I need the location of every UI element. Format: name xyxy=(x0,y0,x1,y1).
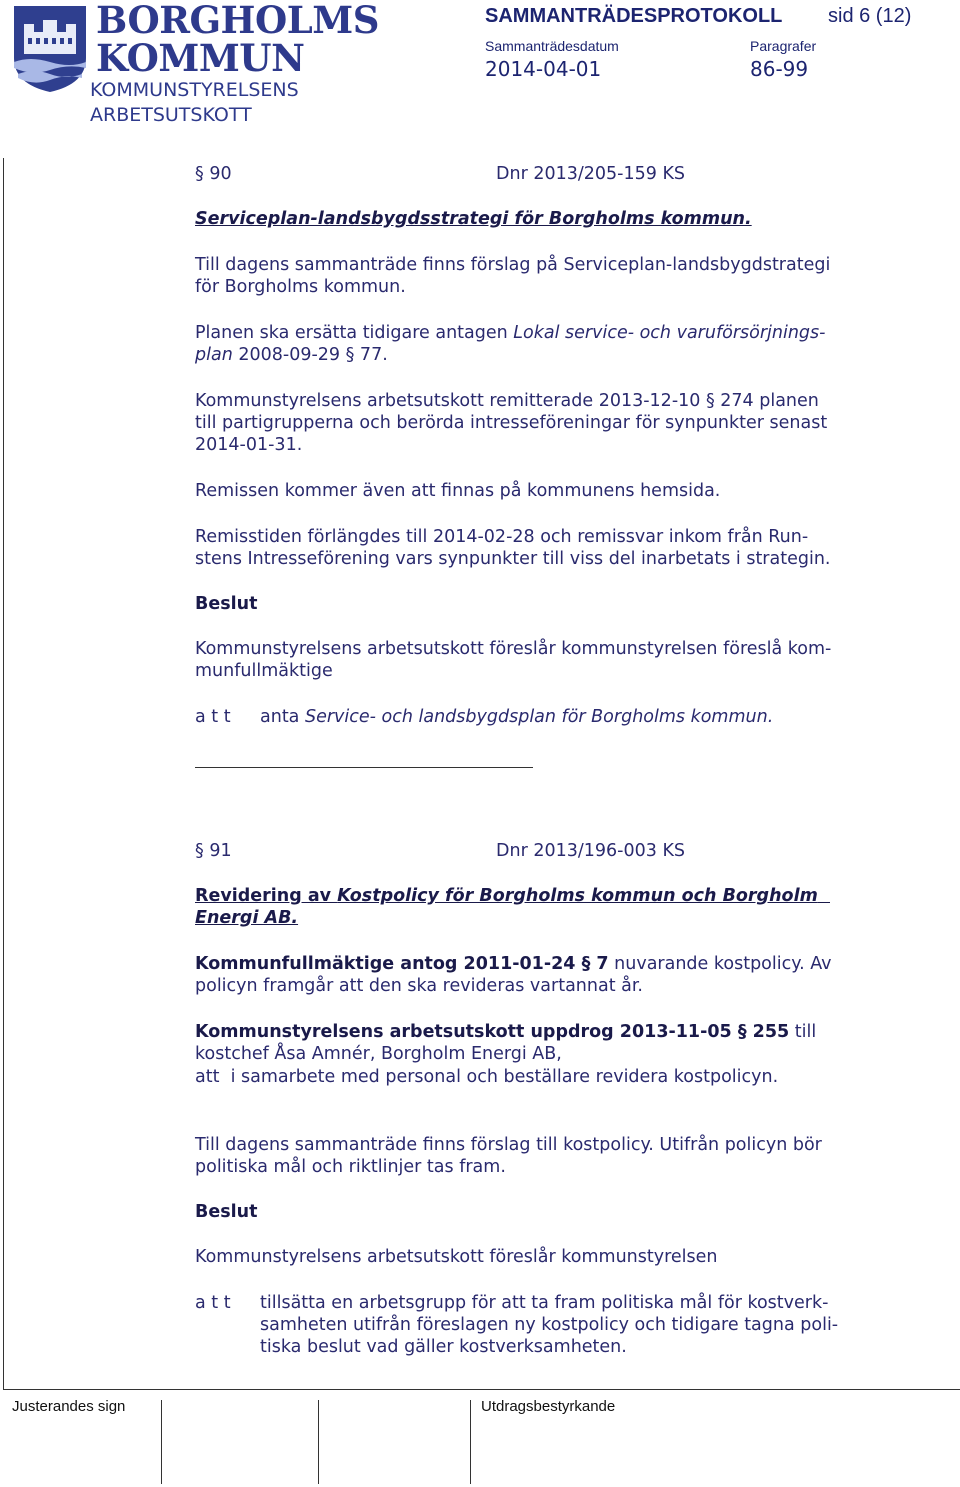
signature-box-divider xyxy=(470,1400,471,1484)
municipality-logo xyxy=(10,2,90,94)
case-number: Dnr 2013/196-003 KS xyxy=(496,841,686,861)
section-separator xyxy=(195,767,533,768)
decision-heading: Beslut xyxy=(195,1202,258,1222)
att-label: a t t xyxy=(195,707,231,727)
castle-crest-icon xyxy=(10,2,90,94)
signature-box-divider xyxy=(318,1400,319,1484)
item-text-line: stens Intresseförening vars synpunkter till viss del inarbetats i strategin. xyxy=(195,549,831,569)
meeting-date-label: Sammanträdesdatum xyxy=(485,38,619,54)
item-text-line: Remisstiden förlängdes till 2014-02-28 och remissvar inkom från Run- xyxy=(195,527,809,547)
item-text-line: 2014-01-31. xyxy=(195,435,303,455)
att-text-line: samheten utifrån föreslagen ny kostpolicy och tidigare tagna poli- xyxy=(260,1315,839,1335)
document-title: SAMMANTRÄDESPROTOKOLL xyxy=(485,5,783,27)
department-line1: KOMMUNSTYRELSENS xyxy=(90,79,299,101)
item-text-line: kostchef Åsa Amnér, Borgholm Energi AB, xyxy=(195,1044,562,1064)
signature-box-divider xyxy=(161,1400,162,1484)
org-name-line2: KOMMUN xyxy=(96,36,305,80)
department-line2: ARBETSUTSKOTT xyxy=(90,104,252,126)
item-text-line: Planen ska ersätta tidigare antagen Lokal service- och varuförsörjnings- xyxy=(195,323,826,343)
case-number: Dnr 2013/205-159 KS xyxy=(496,164,686,184)
decision-text-line: Kommunstyrelsens arbetsutskott föreslår kommunstyrelsen xyxy=(195,1247,718,1267)
item-text-line: policyn framgår att den ska revideras vartannat år. xyxy=(195,976,643,996)
paragraph-number: § 91 xyxy=(195,841,232,861)
signature-label: Justerandes sign xyxy=(12,1398,126,1415)
item-title: Serviceplan-landsbygdsstrategi för Borgholms kommun. xyxy=(195,209,752,229)
item-text-line: till partigrupperna och berörda intresseföreningar för synpunkter senast xyxy=(195,413,828,433)
left-margin-line xyxy=(3,158,4,1390)
item-text-line: Kommunfullmäktige antog 2011-01-24 § 7 nuvarande kostpolicy. Av xyxy=(195,954,832,974)
page-number: sid 6 (12) xyxy=(828,5,912,27)
decision-heading: Beslut xyxy=(195,594,258,614)
att-text-line: tillsätta en arbetsgrupp för att ta fram politiska mål för kostverk- xyxy=(260,1293,829,1313)
item-title-cont: Energi AB. xyxy=(195,908,299,928)
paragraphs-label: Paragrafer xyxy=(750,38,817,54)
meeting-date-value: 2014-04-01 xyxy=(485,57,602,81)
item-text-line: Till dagens sammanträde finns förslag på Serviceplan-landsbygdstrategi xyxy=(195,255,831,275)
item-text-line: politiska mål och riktlinjer tas fram. xyxy=(195,1157,506,1177)
decision-text-line: Kommunstyrelsens arbetsutskott föreslår kommunstyrelsen föreslå kom- xyxy=(195,639,832,659)
item-text-line: Kommunstyrelsens arbetsutskott remitterade 2013-12-10 § 274 planen xyxy=(195,391,819,411)
org-name-line1: BORGHOLMS xyxy=(96,0,379,42)
paragraphs-value: 86-99 xyxy=(750,57,809,81)
att-label: a t t xyxy=(195,1293,231,1313)
att-text: anta Service- och landsbygdsplan för Borgholms kommun. xyxy=(260,707,774,727)
att-text-line: tiska beslut vad gäller kostverksamheten. xyxy=(260,1337,627,1357)
item-text-line: Remissen kommer även att finnas på kommunens hemsida. xyxy=(195,481,721,501)
item-title: Revidering av Kostpolicy för Borgholms kommun och Borgholm xyxy=(195,886,818,906)
item-text-line: att i samarbete med personal och beställare revidera kostpolicyn. xyxy=(195,1067,779,1087)
footer-divider xyxy=(3,1389,960,1390)
item-text-line: Till dagens sammanträde finns förslag till kostpolicy. Utifrån policyn bör xyxy=(195,1135,822,1155)
decision-text-line: munfullmäktige xyxy=(195,661,333,681)
item-text-line: plan 2008-09-29 § 77. xyxy=(195,345,388,365)
item-text-line: Kommunstyrelsens arbetsutskott uppdrog 2013-11-05 § 255 till xyxy=(195,1022,817,1042)
paragraph-number: § 90 xyxy=(195,164,232,184)
extract-certification-label: Utdragsbestyrkande xyxy=(481,1398,616,1415)
item-text-line: för Borgholms kommun. xyxy=(195,277,406,297)
